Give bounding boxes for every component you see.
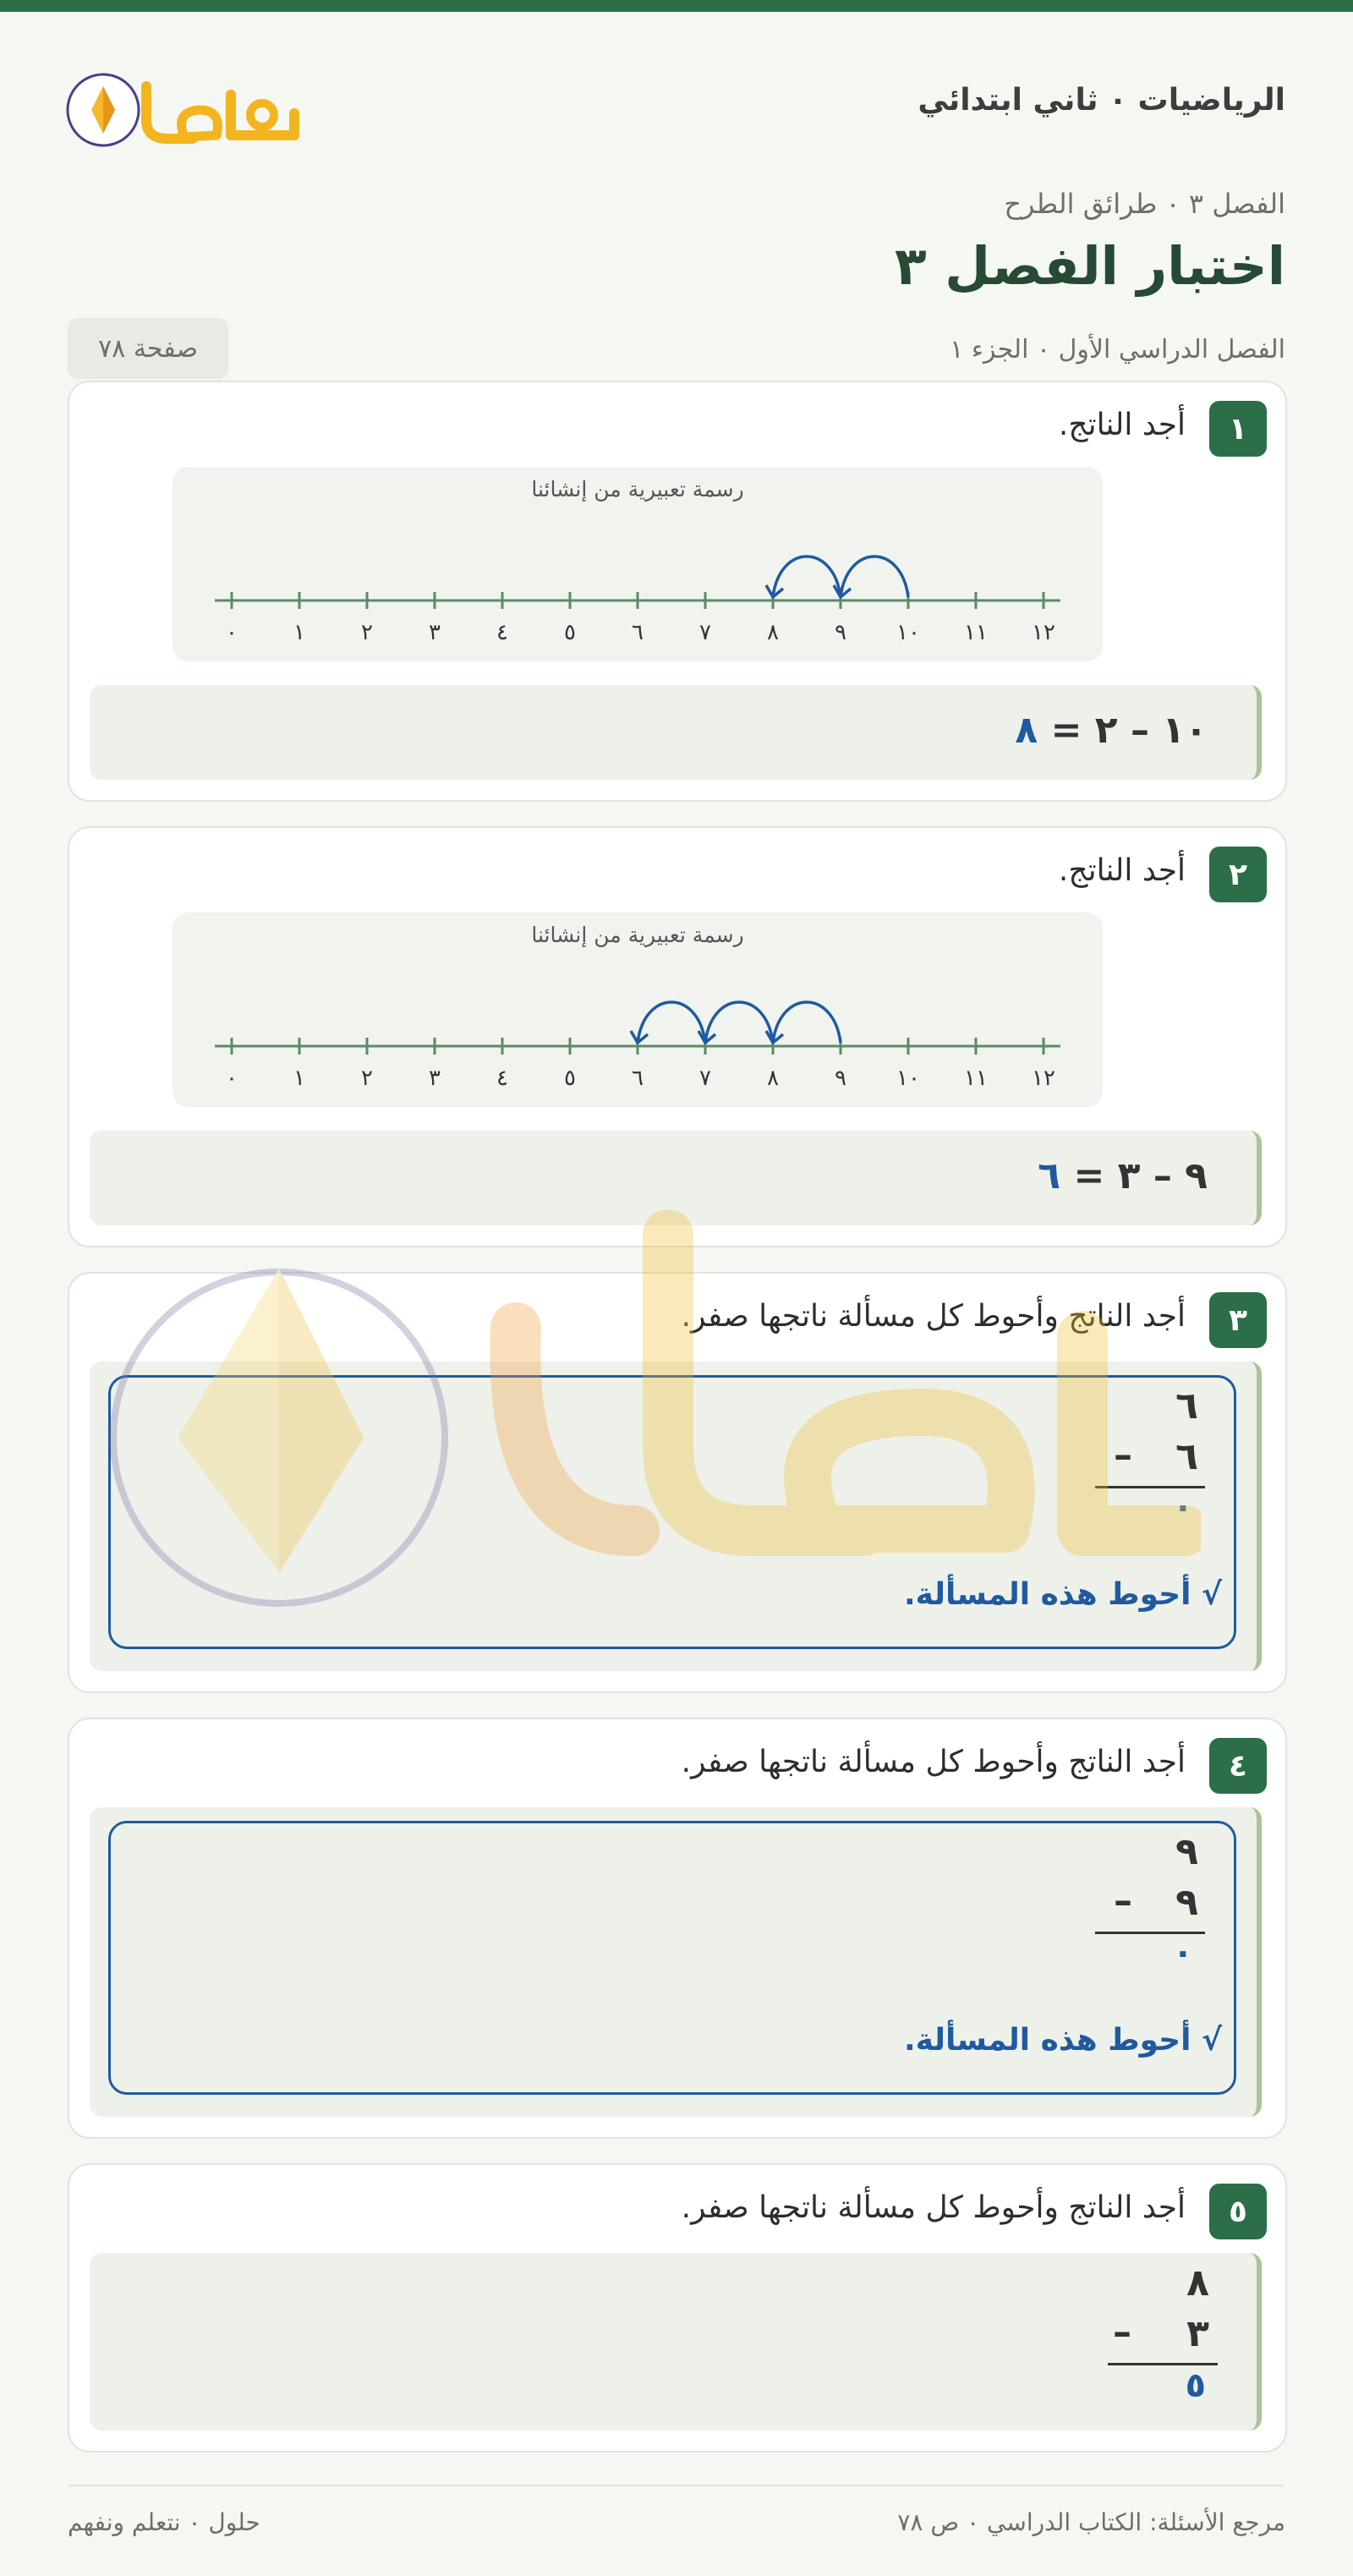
footer-brand: حلول ٠ نتعلم ونفهم <box>68 2508 260 2536</box>
page-badge: صفحة ٧٨ <box>68 318 228 379</box>
tick-label: ١٠ <box>896 620 920 645</box>
subtrahend: ٣ <box>1186 2312 1209 2355</box>
equation <box>1038 1154 1208 1198</box>
tick-label: ٤ <box>496 620 508 645</box>
question-card-3 <box>68 1272 1287 1693</box>
tick-label: ٢ <box>361 1066 373 1091</box>
tick-label: ٠ <box>226 620 238 645</box>
answer-box <box>90 1807 1262 2117</box>
footer-divider <box>68 2485 1284 2486</box>
question-prompt: أجد الناتج وأحوط كل مسألة ناتجها صفر. <box>681 1299 1186 1334</box>
logo <box>66 61 303 154</box>
logo-icon <box>66 61 303 154</box>
tick-label: ٧ <box>699 1066 711 1091</box>
question-prompt: أجد الناتج وأحوط كل مسألة ناتجها صفر. <box>681 2190 1186 2225</box>
tick-label: ١١ <box>964 1066 988 1091</box>
result: ٠ <box>1172 1933 1193 1972</box>
tick-label: ٦ <box>632 1066 644 1091</box>
tick-label: ٥ <box>564 1066 576 1091</box>
circle-note: √ أحوط هذه المسألة. <box>903 2023 1222 2058</box>
page-title: اختبار الفصل ٣ <box>894 235 1285 297</box>
jump-arc <box>841 556 908 597</box>
tick-label: ٩ <box>835 620 846 645</box>
circled-problem <box>108 1375 1236 1649</box>
figure-caption: رسمة تعبيرية من إنشائنا <box>531 477 744 501</box>
tick-label: ٣ <box>429 620 441 645</box>
subtrahend: ٩ <box>1175 1881 1198 1924</box>
question-card-1 <box>68 381 1287 802</box>
question-prompt: أجد الناتج. <box>1058 853 1186 888</box>
figure-caption: رسمة تعبيرية من إنشائنا <box>531 923 744 947</box>
tick-label: ٥ <box>564 620 576 645</box>
tick-label: ٨ <box>767 1066 779 1091</box>
equation-left: ١٠ – ٢ = <box>1050 709 1208 752</box>
equation-result: ٨ <box>1015 709 1038 752</box>
tick-label: ٧ <box>699 620 711 645</box>
circled-problem <box>108 1821 1236 2095</box>
tick-label: ٤ <box>496 1066 508 1091</box>
minus-sign: – <box>1114 1879 1132 1922</box>
number-line-figure <box>173 913 1103 1107</box>
tick-label: ٦ <box>632 620 644 645</box>
sum-line <box>1108 2363 1218 2365</box>
top-accent-bar <box>0 0 1353 12</box>
footer-reference: مرجع الأسئلة: الكتاب الدراسي ٠ ص ٧٨ <box>897 2508 1285 2536</box>
question-card-2 <box>68 826 1287 1247</box>
tick-label: ٣ <box>429 1066 441 1091</box>
tick-label: ١١ <box>964 620 988 645</box>
equation-result: ٦ <box>1038 1154 1061 1198</box>
answer-box <box>90 1362 1262 1671</box>
minus-sign: – <box>1113 2310 1131 2354</box>
result: ٠ <box>1172 1488 1193 1526</box>
chapter-label: الفصل ٣ ٠ طرائق الطرح <box>1004 188 1285 220</box>
minuend: ٩ <box>1175 1830 1198 1873</box>
question-card-4 <box>68 1718 1287 2139</box>
question-prompt: أجد الناتج وأحوط كل مسألة ناتجها صفر. <box>681 1745 1186 1779</box>
jump-arc <box>773 1002 841 1043</box>
question-number: ١ <box>1209 401 1267 457</box>
question-number: ٤ <box>1209 1738 1267 1794</box>
answer-box <box>90 2253 1262 2431</box>
question-card-5 <box>68 2163 1287 2453</box>
jump-arc <box>638 1002 705 1043</box>
number-line <box>173 913 1103 1107</box>
tick-label: ٩ <box>835 1066 846 1091</box>
tick-label: ٨ <box>767 620 779 645</box>
jump-arc <box>773 556 841 597</box>
question-prompt: أجد الناتج. <box>1058 408 1186 442</box>
minus-sign: – <box>1114 1433 1132 1477</box>
number-line <box>173 467 1103 661</box>
term-label: الفصل الدراسي الأول ٠ الجزء ١ <box>950 335 1285 364</box>
tick-label: ٠ <box>226 1066 238 1091</box>
answer-box <box>90 1131 1262 1225</box>
tick-label: ٢ <box>361 620 373 645</box>
tick-label: ١٢ <box>1032 620 1055 645</box>
question-number: ٣ <box>1209 1292 1267 1348</box>
question-number: ٢ <box>1209 847 1267 902</box>
subtrahend: ٦ <box>1175 1435 1198 1478</box>
result: ٥ <box>1185 2366 1206 2405</box>
tick-label: ١ <box>293 1066 305 1091</box>
subject-title: الرياضيات ٠ ثاني ابتدائي <box>918 83 1285 118</box>
jump-arc <box>705 1002 773 1043</box>
tick-label: ١ <box>293 620 305 645</box>
tick-label: ١٠ <box>896 1066 920 1091</box>
number-line-figure <box>173 467 1103 661</box>
question-number: ٥ <box>1209 2184 1267 2239</box>
minuend: ٨ <box>1186 2261 1209 2305</box>
equation-left: ٩ – ٣ = <box>1073 1154 1208 1198</box>
tick-label: ١٢ <box>1032 1066 1055 1091</box>
equation <box>1015 709 1208 752</box>
minuend: ٦ <box>1175 1384 1198 1428</box>
circle-note: √ أحوط هذه المسألة. <box>903 1577 1222 1612</box>
answer-box <box>90 685 1262 780</box>
